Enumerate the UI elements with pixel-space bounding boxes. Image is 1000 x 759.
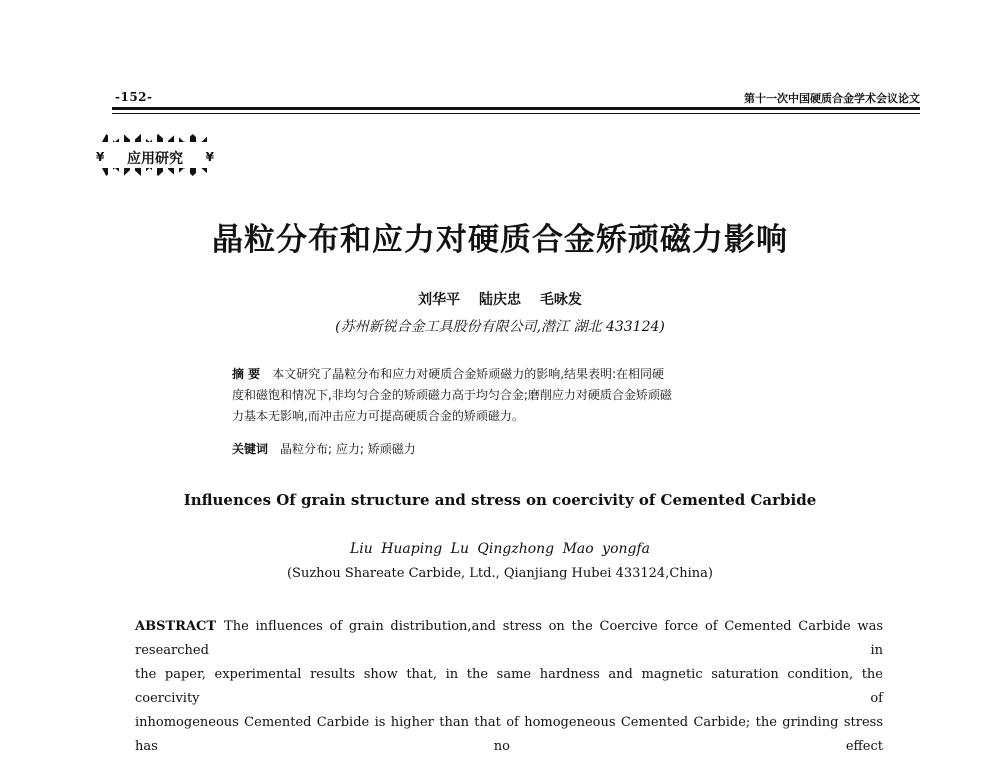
header-rule-thin [112,113,920,114]
column-badge [96,134,214,176]
english-abstract-label: ABSTRACT [135,619,217,634]
chinese-abstract-line: 摘 要 本文研究了晶粒分布和应力对硬质合金矫顽磁力的影响,结果表明:在相同硬 [232,367,665,381]
chinese-abstract [232,364,792,427]
english-abstract-line: the paper, experimental results show that, in the same hardness and magnetic saturation condition, the coercivity of [135,667,883,706]
chinese-keywords-label: 关键词 [232,442,269,456]
chinese-keywords-text: 晶粒分布; 应力; 矫顽磁力 [280,442,416,456]
chinese-abstract-line: 力基本无影响,而冲击应力可提高硬质合金的矫顽磁力。 [232,409,524,423]
conference-title: 第十一次中国硬质合金学术会议论文 [744,92,920,105]
chinese-abstract-label: 摘 要 [232,367,261,381]
badge-ornament-left: ¥ [96,150,105,164]
chinese-title: 晶粒分布和应力对硬质合金矫顽磁力影响 [212,222,788,258]
badge-ornament-top [102,134,210,142]
badge-label: 应用研究 [127,151,183,167]
badge-ornament-bottom [102,168,210,176]
chinese-affiliation: (苏州新锐合金工具股份有限公司,潜江 湖北 433124) [335,319,665,335]
english-abstract [135,615,883,759]
page-number: -152- [115,90,153,104]
english-abstract-line: ABSTRACT The influences of grain distribution,and stress on the Coercive force of Cemented Carbide was researched in [135,619,883,658]
header-rule-thick [112,107,920,110]
badge-ornament-right: ¥ [205,150,214,164]
english-abstract-line: inhomogeneous Cemented Carbide is higher than that of homogeneous Cemented Carbide; the grinding stress has no effect [135,715,883,754]
chinese-authors: 刘华平 陆庆忠 毛咏发 [418,292,582,308]
english-authors: Liu Huaping Lu Qingzhong Mao yongfa [349,541,651,557]
chinese-keywords [232,439,792,460]
english-title: Influences Of grain structure and stress on coercivity of Cemented Carbide [183,491,817,509]
chinese-abstract-line: 度和磁饱和情况下,非均匀合金的矫顽磁力高于均匀合金;磨削应力对硬质合金矫顽磁 [232,388,672,402]
english-affiliation: (Suzhou Shareate Carbide, Ltd., Qianjiang Hubei 433124,China) [286,566,714,581]
